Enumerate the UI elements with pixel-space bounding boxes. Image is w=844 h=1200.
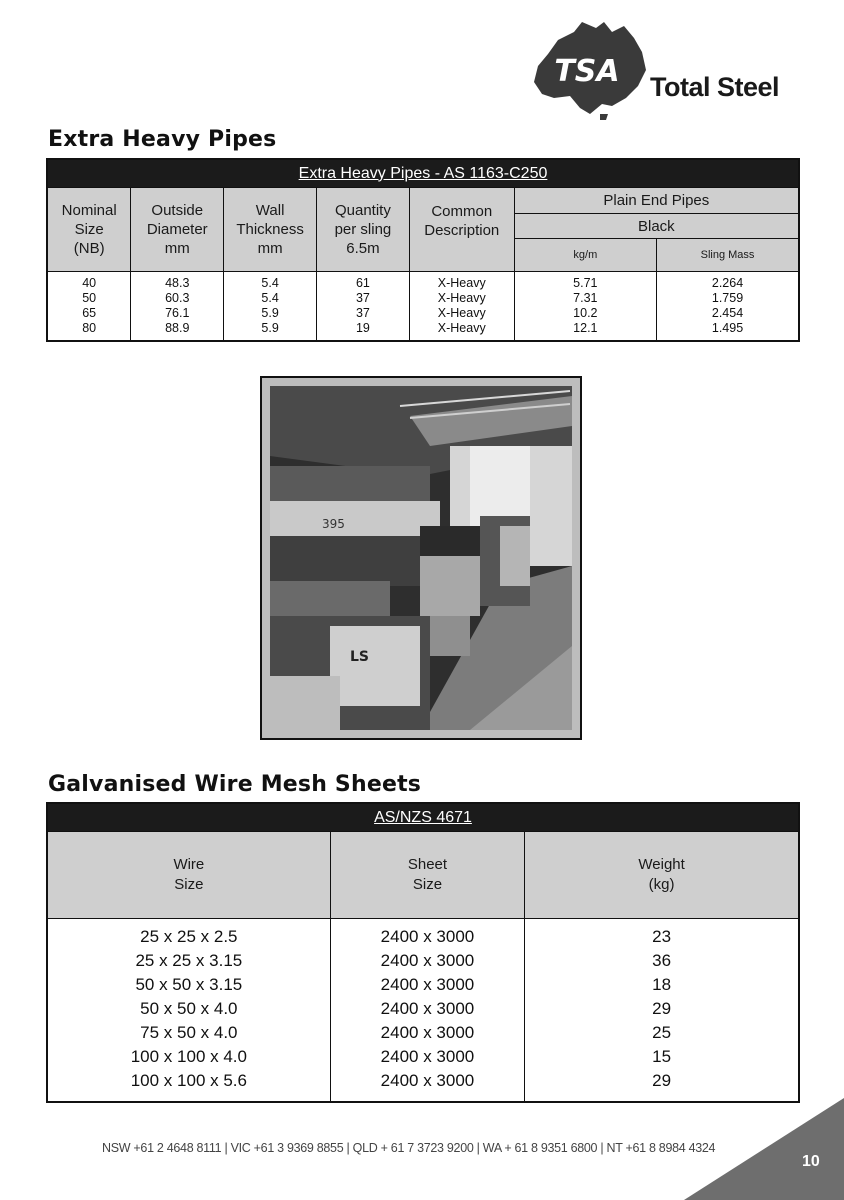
cell-nb: 40 xyxy=(82,276,97,290)
header-plain-end-pipes: Plain End Pipes xyxy=(514,188,799,214)
cell-sheet-size: 2400 x 3000 xyxy=(380,999,475,1018)
cell-weight: 36 xyxy=(652,951,672,970)
cell-nb: 80 xyxy=(82,321,97,335)
cell-weight: 29 xyxy=(652,1071,672,1090)
cell-wall: 5.9 xyxy=(261,321,279,335)
cell-od: 88.9 xyxy=(165,321,190,335)
header-quantity: Quantity per sling 6.5m xyxy=(317,188,410,272)
warehouse-photo xyxy=(260,376,582,740)
cell-wall: 5.9 xyxy=(261,306,279,320)
cell-od: 76.1 xyxy=(165,306,190,320)
cell-sling: 1.495 xyxy=(711,321,744,335)
cell-kgm: 12.1 xyxy=(573,321,598,335)
cell-wall: 5.4 xyxy=(261,276,279,290)
cell-wire-size: 25 x 25 x 2.5 xyxy=(140,927,238,946)
cell-qty: 19 xyxy=(355,321,370,335)
cell-desc: X-Heavy xyxy=(437,321,486,335)
cell-wire-size: 100 x 100 x 4.0 xyxy=(130,1047,247,1066)
logo-name: Total Steel xyxy=(650,72,780,102)
cell-desc: X-Heavy xyxy=(437,306,486,320)
col-od xyxy=(131,272,224,342)
col-nb xyxy=(47,272,131,342)
total-steel-logo xyxy=(530,18,810,122)
page-corner-decoration xyxy=(684,1098,844,1200)
cell-sheet-size: 2400 x 3000 xyxy=(380,1047,475,1066)
cell-sling: 1.759 xyxy=(711,291,744,305)
table-body xyxy=(47,272,799,342)
cell-od: 60.3 xyxy=(165,291,190,305)
cell-sheet-size: 2400 x 3000 xyxy=(380,1071,475,1090)
cell-wall: 5.4 xyxy=(261,291,279,305)
cell-kgm: 5.71 xyxy=(573,276,598,290)
header-common-description: Common Description xyxy=(409,188,514,272)
cell-nb: 65 xyxy=(82,306,97,320)
cell-sheet-size: 2400 x 3000 xyxy=(380,975,475,994)
cell-sling: 2.264 xyxy=(711,276,744,290)
cell-qty: 61 xyxy=(355,276,370,290)
table-banner: Extra Heavy Pipes - AS 1163-C250 xyxy=(47,159,799,188)
cell-sheet-size: 2400 x 3000 xyxy=(380,951,475,970)
col-qty xyxy=(317,272,410,342)
col-sheet-size xyxy=(330,919,525,1103)
col-wire-size xyxy=(47,919,330,1103)
warehouse-steel-stacks-image xyxy=(270,386,572,730)
header-sling-mass: Sling Mass xyxy=(657,239,799,272)
cell-weight: 29 xyxy=(652,999,672,1018)
cell-kgm: 7.31 xyxy=(573,291,598,305)
header-wall-thickness: Wall Thickness mm xyxy=(224,188,317,272)
cell-desc: X-Heavy xyxy=(437,291,486,305)
cell-weight: 18 xyxy=(652,975,672,994)
cell-nb: 50 xyxy=(82,291,97,305)
cell-qty: 37 xyxy=(355,291,370,305)
section-title-extra-heavy-pipes: Extra Heavy Pipes xyxy=(48,127,277,152)
col-wall xyxy=(224,272,317,342)
cell-weight: 15 xyxy=(652,1047,672,1066)
footer-contacts: NSW +61 2 4648 8111 | VIC +61 3 9369 8855 | QLD + 61 7 3723 9200 | WA + 61 8 9351 6800 | NT +61 8 8984 4324 xyxy=(102,1141,716,1155)
header-weight: Weight (kg) xyxy=(525,832,799,919)
header-kgm: kg/m xyxy=(514,239,656,272)
cell-od: 48.3 xyxy=(165,276,190,290)
cell-sling: 2.454 xyxy=(711,306,744,320)
cell-weight: 23 xyxy=(652,927,672,946)
header-wire-size: Wire Size xyxy=(47,832,330,919)
cell-wire-size: 100 x 100 x 5.6 xyxy=(130,1071,247,1090)
cell-wire-size: 50 x 50 x 4.0 xyxy=(140,999,238,1018)
cell-wire-size: 75 x 50 x 4.0 xyxy=(140,1023,238,1042)
cell-sheet-size: 2400 x 3000 xyxy=(380,927,475,946)
header-outside-diameter: Outside Diameter mm xyxy=(131,188,224,272)
cell-wire-size: 50 x 50 x 3.15 xyxy=(135,975,243,994)
photo-tag-ls: LS xyxy=(350,649,370,665)
cell-desc: X-Heavy xyxy=(437,276,486,290)
page-number: 10 xyxy=(802,1153,820,1170)
wire-mesh-table xyxy=(46,802,800,1103)
header-sheet-size: Sheet Size xyxy=(330,832,525,919)
col-kgm xyxy=(514,272,656,342)
extra-heavy-pipes-table xyxy=(46,158,800,342)
cell-kgm: 10.2 xyxy=(573,306,598,320)
section-title-wire-mesh: Galvanised Wire Mesh Sheets xyxy=(48,772,422,797)
photo-tag-395: 395 xyxy=(322,517,345,531)
cell-wire-size: 25 x 25 x 3.15 xyxy=(135,951,243,970)
table-body xyxy=(47,919,799,1103)
cell-weight: 25 xyxy=(652,1023,672,1042)
cell-sheet-size: 2400 x 3000 xyxy=(380,1023,475,1042)
australia-map-icon xyxy=(530,18,660,122)
col-desc xyxy=(409,272,514,342)
table-banner: AS/NZS 4671 xyxy=(47,803,799,832)
cell-qty: 37 xyxy=(355,306,370,320)
col-weight xyxy=(525,919,799,1103)
header-black: Black xyxy=(514,214,799,239)
logo-mark: TSA xyxy=(554,54,620,89)
col-sling xyxy=(657,272,799,342)
header-nominal-size: Nominal Size (NB) xyxy=(47,188,131,272)
